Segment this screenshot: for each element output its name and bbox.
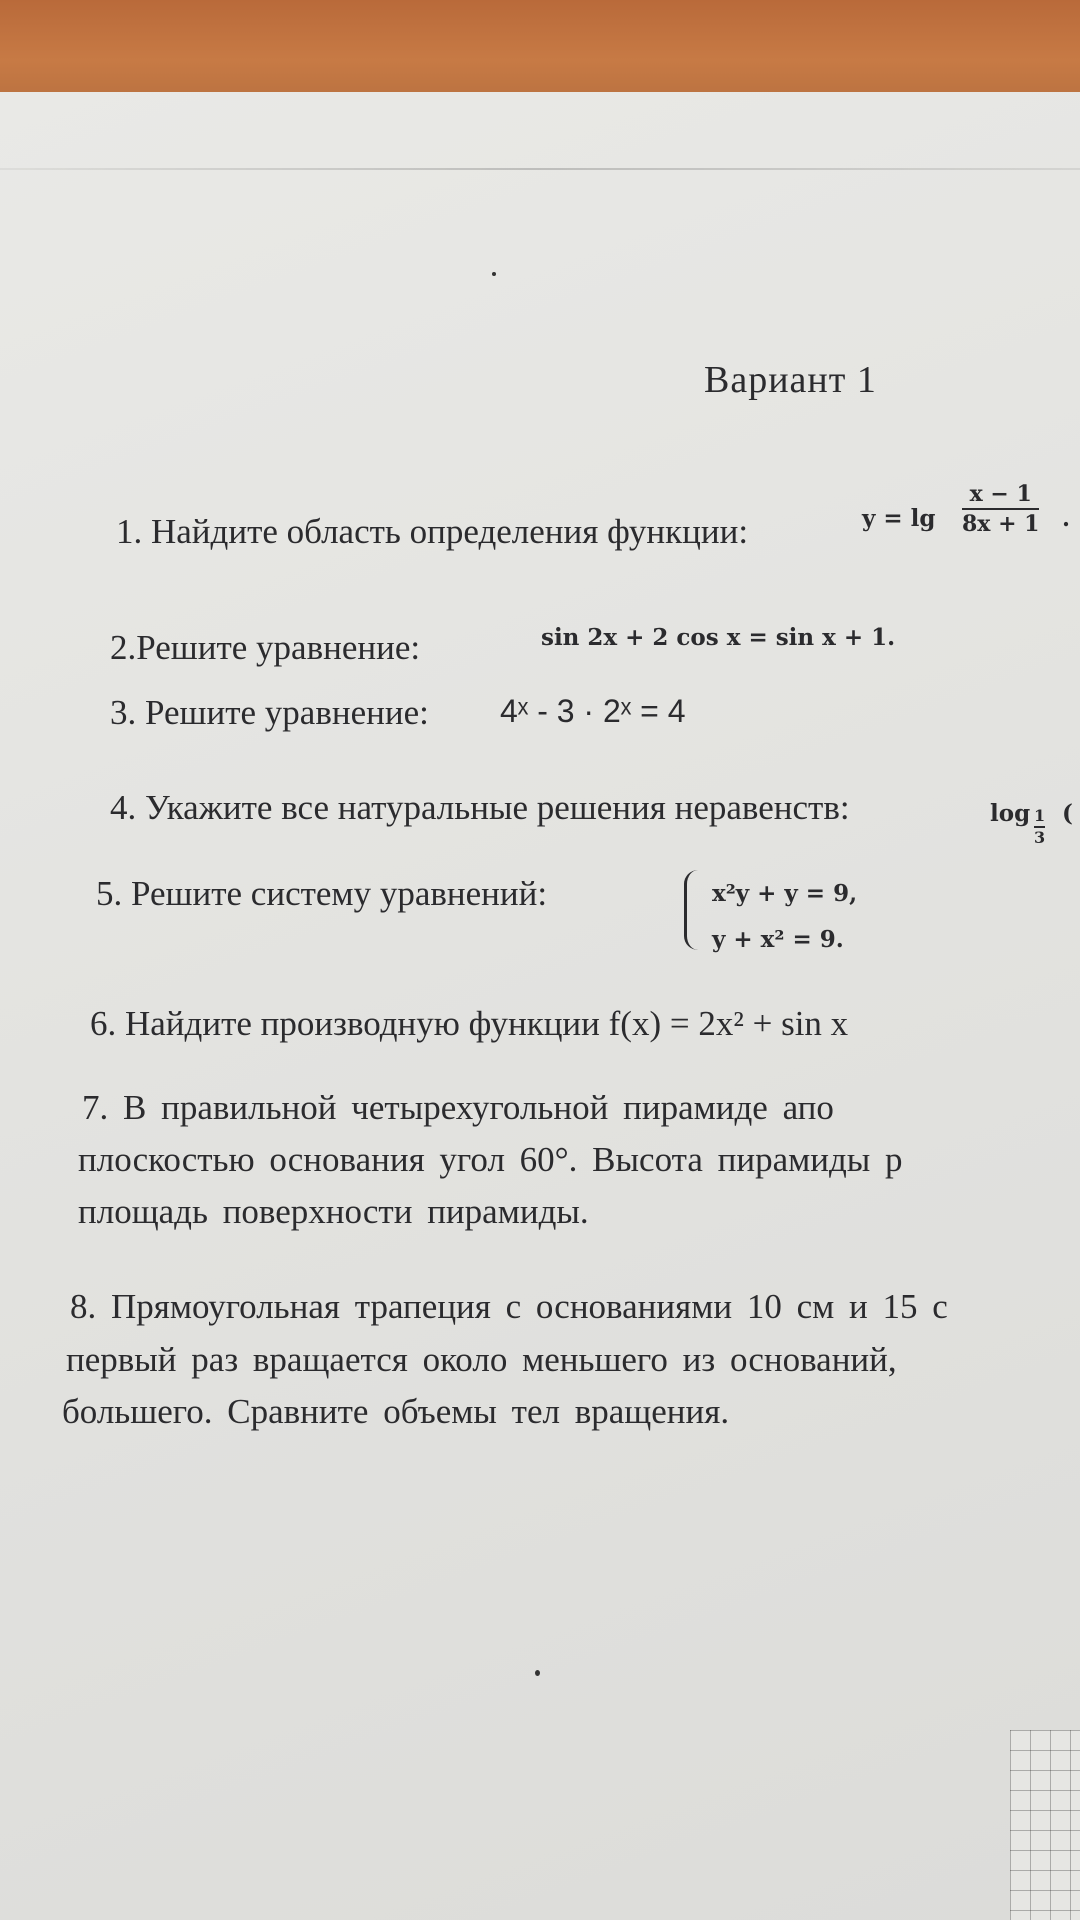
task-1-denominator: 8x + 1 bbox=[962, 511, 1040, 537]
task-5-equation-2: y + x² = 9. bbox=[712, 926, 844, 953]
task-4-formula-suffix: ( bbox=[1062, 800, 1073, 827]
task-8-line-3: большего. Сравните объемы тел вращения. bbox=[62, 1392, 730, 1431]
task-1-formula-prefix: y = lg bbox=[862, 505, 936, 532]
task-4-base-denominator: 3 bbox=[1034, 828, 1046, 847]
task-8-line-1: 8. Прямоугольная трапеция с основаниями 10 см и 15 с bbox=[70, 1287, 948, 1326]
paper-speck bbox=[492, 272, 496, 276]
fraction-bar bbox=[962, 508, 1039, 510]
paper-speck bbox=[535, 1670, 540, 1676]
task-7-line-2: плоскостью основания угол 60°. Высота пирамиды р bbox=[78, 1140, 903, 1179]
system-brace bbox=[684, 870, 705, 950]
task-4-text: 4. Укажите все натуральные решения неравенств: bbox=[110, 788, 850, 827]
task-3-text: 3. Решите уравнение: bbox=[110, 693, 429, 732]
task-6-text: 6. Найдите производную функции f(x) = 2x² + sin x bbox=[90, 1004, 849, 1043]
task-5-text: 5. Решите систему уравнений: bbox=[96, 874, 548, 913]
paper-fold-line bbox=[0, 168, 1080, 170]
task-3-formula: 4ˣ - 3 · 2ˣ = 4 bbox=[500, 693, 686, 729]
task-7-line-3: площадь поверхности пирамиды. bbox=[78, 1192, 589, 1231]
task-4-log: log bbox=[990, 800, 1031, 827]
graph-paper-corner bbox=[1010, 1730, 1080, 1920]
variant-title: Вариант 1 bbox=[704, 359, 877, 401]
task-8-line-2: первый раз вращается около меньшего из оснований, bbox=[66, 1340, 897, 1379]
task-4-log-base bbox=[1034, 808, 1045, 846]
task-1-numerator: x − 1 bbox=[969, 481, 1032, 507]
task-1-fraction bbox=[962, 483, 1039, 535]
task-7-line-1: 7. В правильной четырехугольной пирамиде апо bbox=[82, 1088, 834, 1127]
task-1-formula-suffix: . bbox=[1062, 505, 1071, 532]
task-2-text: 2.Решите уравнение: bbox=[110, 628, 421, 667]
task-5-equation-1: x²y + y = 9, bbox=[712, 880, 858, 907]
task-4-base-numerator: 1 bbox=[1034, 806, 1046, 825]
task-2-formula: sin 2x + 2 cos x = sin x + 1. bbox=[541, 624, 896, 651]
task-1-text: 1. Найдите область определения функции: bbox=[116, 512, 749, 551]
